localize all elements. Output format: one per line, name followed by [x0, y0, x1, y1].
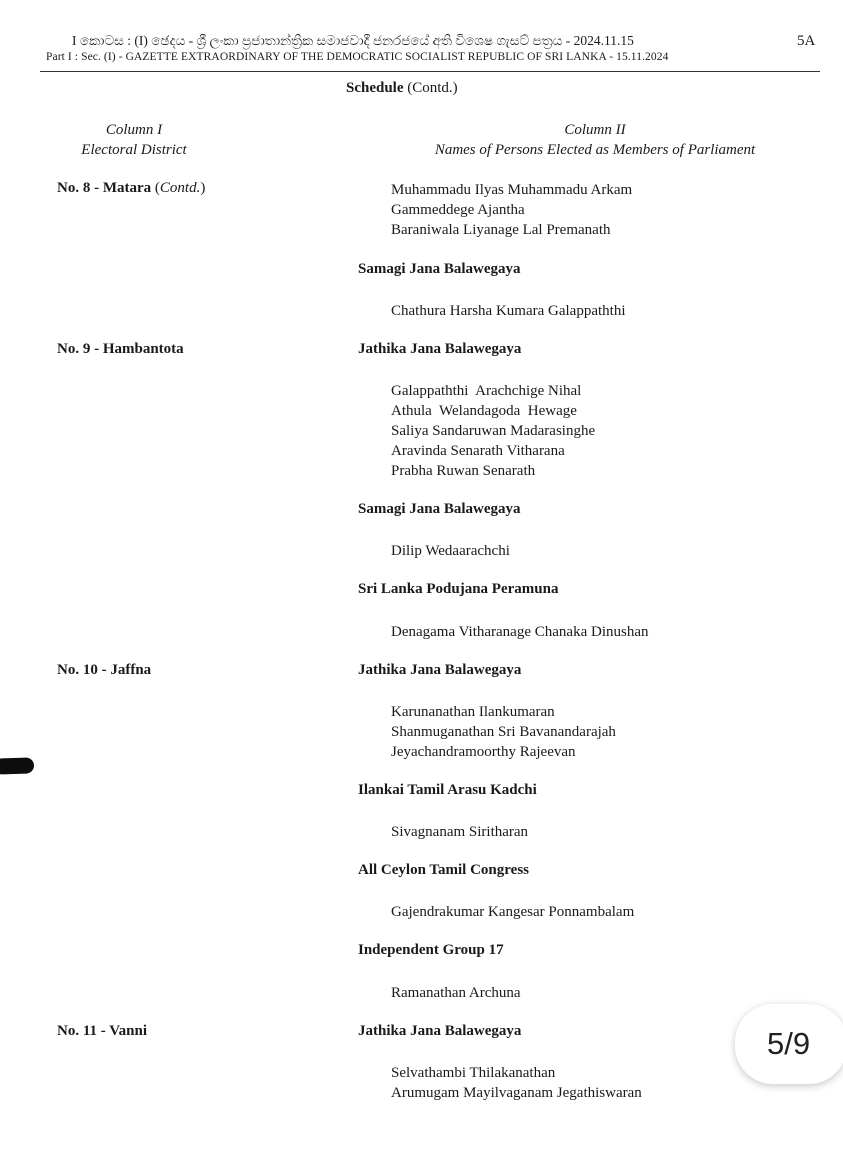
gazette-header-sinhala: I කොටස : (I) ඡෙදය - ශ්‍රී ලංකා ප්‍රජාතාන්ත්‍රික සමාජවාදී ජනරජයේ අති විශෙෂ ගැසට් පත්‍රය - 2024.11.15 [72, 33, 634, 48]
column-two-header [414, 120, 776, 160]
member-name: Athula Welandagoda Hewage [391, 403, 577, 419]
district-hambantota: No. 9 - Hambantota [57, 341, 184, 357]
member-name: Chathura Harsha Kumara Galappaththi [391, 303, 626, 319]
jaffna-npp-members [391, 702, 616, 762]
party-heading: Jathika Jana Balawegaya [358, 341, 522, 357]
party-heading: Jathika Jana Balawegaya [358, 1023, 522, 1039]
header-divider [40, 71, 820, 72]
member-name: Ramanathan Archuna [391, 985, 521, 1001]
matara-sjb-members [391, 301, 626, 321]
district-matara-label: No. 8 - Matara [57, 180, 155, 196]
party-heading: Independent Group 17 [358, 942, 504, 958]
district-jaffna: No. 10 - Jaffna [57, 662, 152, 678]
vanni-npp-members [391, 1063, 642, 1103]
schedule-label: Schedule [346, 80, 404, 96]
member-name: Baraniwala Liyanage Lal Premanath [391, 222, 611, 238]
jaffna-actc-members [391, 902, 634, 922]
member-name: Aravinda Senarath Vitharana [391, 443, 565, 459]
district-matara-open-paren: ( [154, 180, 160, 196]
jaffna-itak-members [391, 822, 528, 842]
page-indicator-badge[interactable]: 5/9 [735, 1004, 843, 1084]
party-heading: Samagi Jana Balawegaya [358, 501, 521, 517]
party-heading: Jathika Jana Balawegaya [358, 662, 522, 678]
column-one-header [74, 120, 194, 160]
party-heading: All Ceylon Tamil Congress [358, 862, 529, 878]
column-two-subtitle: Names of Persons Elected as Members of Parliament [434, 142, 756, 158]
member-name: Selvathambi Thilakanathan [391, 1065, 556, 1081]
member-name: Gammeddege Ajantha [391, 202, 525, 218]
schedule-title [346, 80, 458, 97]
hambantota-npp-members [391, 381, 595, 481]
member-name: Dilip Wedaarachchi [391, 543, 510, 559]
ink-redaction-mark [0, 757, 34, 774]
district-matara [57, 180, 205, 197]
column-one-subtitle: Electoral District [81, 142, 187, 158]
member-name: Denagama Vitharanage Chanaka Dinushan [391, 624, 649, 640]
member-name: Sivagnanam Siritharan [391, 824, 529, 840]
district-matara-close-paren: ) [200, 180, 206, 196]
jaffna-ind-members [391, 983, 521, 1003]
member-name: Gajendrakumar Kangesar Ponnambalam [391, 904, 635, 920]
hambantota-sjb-members [391, 541, 510, 561]
page-number: 5A [797, 33, 816, 49]
party-heading: Samagi Jana Balawegaya [358, 261, 521, 277]
member-name: Galappaththi Arachchige Nihal [391, 383, 582, 399]
member-name: Muhammadu Ilyas Muhammadu Arkam [391, 182, 633, 198]
party-heading: Ilankai Tamil Arasu Kadchi [358, 782, 537, 798]
hambantota-slpp-members [391, 622, 648, 642]
gazette-header-english: Part I : Sec. (I) - GAZETTE EXTRAORDINARY OF THE DEMOCRATIC SOCIALIST REPUBLIC OF SRI LANKA - 15.11.2024 [46, 51, 669, 63]
member-name: Prabha Ruwan Senarath [391, 463, 536, 479]
district-vanni: No. 11 - Vanni [57, 1023, 148, 1039]
member-name: Karunanathan Ilankumaran [391, 704, 555, 720]
party-heading: Sri Lanka Podujana Peramuna [358, 581, 559, 597]
matara-members-list [391, 180, 632, 240]
column-one-title: Column I [105, 122, 163, 138]
member-name: Arumugam Mayilvaganam Jegathiswaran [391, 1085, 642, 1101]
member-name: Shanmuganathan Sri Bavanandarajah [391, 724, 616, 740]
column-two-title: Column II [564, 122, 626, 138]
member-name: Saliya Sandaruwan Madarasinghe [391, 423, 596, 439]
district-matara-contd: Contd. [159, 180, 201, 196]
member-name: Jeyachandramoorthy Rajeevan [391, 744, 576, 760]
schedule-contd: (Contd.) [407, 80, 458, 96]
